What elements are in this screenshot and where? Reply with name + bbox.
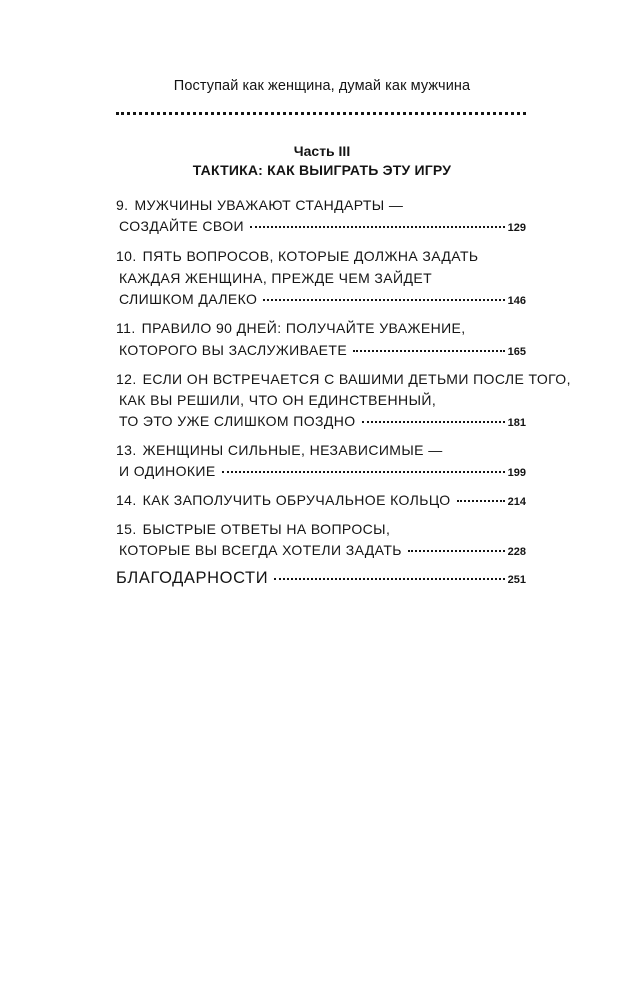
dot-leader: [263, 299, 504, 301]
toc-entry-number: 12.: [116, 371, 137, 387]
toc-entry-10-line-3[interactable]: [116, 291, 526, 313]
toc-entry-title: КОТОРЫЕ ВЫ ВСЕГДА ХОТЕЛИ ЗАДАТЬ: [119, 542, 402, 558]
toc-entry-15-line-1[interactable]: [116, 521, 526, 543]
page-number: 228: [507, 546, 526, 558]
toc-entry-number: 9.: [116, 197, 129, 213]
toc-entry-12-line-1[interactable]: [116, 371, 571, 393]
toc-entry-title: СЛИШКОМ ДАЛЕКО: [119, 291, 258, 307]
toc-entry-14-line-1[interactable]: [116, 492, 526, 514]
dot-leader: [250, 226, 505, 228]
toc-entry-9-line-1[interactable]: [116, 197, 526, 219]
toc-entry-11-line-1[interactable]: [116, 320, 526, 342]
toc-entry-title: И ОДИНОКИЕ: [119, 463, 216, 479]
toc-entry-title: КАЖДАЯ ЖЕНЩИНА, ПРЕЖДЕ ЧЕМ ЗАЙДЕТ: [119, 270, 433, 286]
page-number: 199: [507, 467, 526, 479]
toc-entry-10-line-2[interactable]: [116, 270, 526, 292]
toc-entry-number: 14.: [116, 492, 137, 508]
page-number: 181: [507, 417, 526, 429]
toc-entry-title: ЕСЛИ ОН ВСТРЕЧАЕТСЯ С ВАШИМИ ДЕТЬМИ ПОСЛЕ ТОГО,: [142, 371, 571, 387]
dot-leader: [457, 500, 505, 502]
dot-leader: [353, 350, 505, 352]
toc-entry-title: ПРАВИЛО 90 ДНЕЙ: ПОЛУЧАЙТЕ УВАЖЕНИЕ,: [141, 320, 466, 336]
toc-entry-title: ПЯТЬ ВОПРОСОВ, КОТОРЫЕ ДОЛЖНА ЗАДАТЬ: [142, 248, 479, 264]
toc-entry-12-line-2[interactable]: [116, 392, 526, 414]
toc-entry-title: ЖЕНЩИНЫ СИЛЬНЫЕ, НЕЗАВИСИМЫЕ —: [142, 442, 443, 458]
page-number: 165: [507, 346, 526, 358]
acknowledgements-title: БЛАГОДАРНОСТИ: [116, 569, 269, 587]
dot-leader: [274, 578, 504, 580]
toc-entry-number: 11.: [116, 320, 136, 336]
toc-entry-15-line-2[interactable]: [116, 542, 526, 564]
dot-leader: [408, 550, 505, 552]
page-number: 214: [507, 496, 526, 508]
toc-entry-10-line-1[interactable]: [116, 248, 526, 270]
toc-entry-title: КОТОРОГО ВЫ ЗАСЛУЖИВАЕТЕ: [119, 342, 348, 358]
toc-entry-12-line-3[interactable]: [116, 413, 526, 435]
page-number: 129: [507, 222, 526, 234]
toc-entry-title: ТО ЭТО УЖЕ СЛИШКОМ ПОЗДНО: [119, 413, 356, 429]
toc-entry-number: 15.: [116, 521, 137, 537]
toc-entry-title: СОЗДАЙТЕ СВОИ: [119, 218, 244, 234]
toc-entry-9-line-2[interactable]: [116, 218, 526, 240]
part-title: ТАКТИКА: КАК ВЫИГРАТЬ ЭТУ ИГРУ: [192, 162, 452, 178]
toc-entry-13-line-1[interactable]: [116, 442, 526, 464]
toc-entry-number: 13.: [116, 442, 137, 458]
toc-entry-acknowledgements[interactable]: [116, 569, 526, 595]
toc-entry-title: КАК ВЫ РЕШИЛИ, ЧТО ОН ЕДИНСТВЕННЫЙ,: [119, 392, 437, 408]
toc-entry-title: БЫСТРЫЕ ОТВЕТЫ НА ВОПРОСЫ,: [142, 521, 391, 537]
toc-entry-13-line-2[interactable]: [116, 463, 526, 485]
toc-entry-11-line-2[interactable]: [116, 342, 526, 364]
toc-entry-title: МУЖЧИНЫ УВАЖАЮТ СТАНДАРТЫ —: [134, 197, 404, 213]
dot-leader: [362, 421, 505, 423]
dot-leader: [222, 471, 505, 473]
page-number: 146: [507, 295, 526, 307]
running-head: Поступай как женщина, думай как мужчина: [173, 78, 471, 94]
part-label: Часть III: [293, 143, 351, 159]
toc-entry-number: 10.: [116, 248, 137, 264]
toc-entry-title: КАК ЗАПОЛУЧИТЬ ОБРУЧАЛЬНОЕ КОЛЬЦО: [142, 492, 451, 508]
table-of-contents: [116, 0, 571, 1000]
page-number: 251: [507, 574, 526, 586]
